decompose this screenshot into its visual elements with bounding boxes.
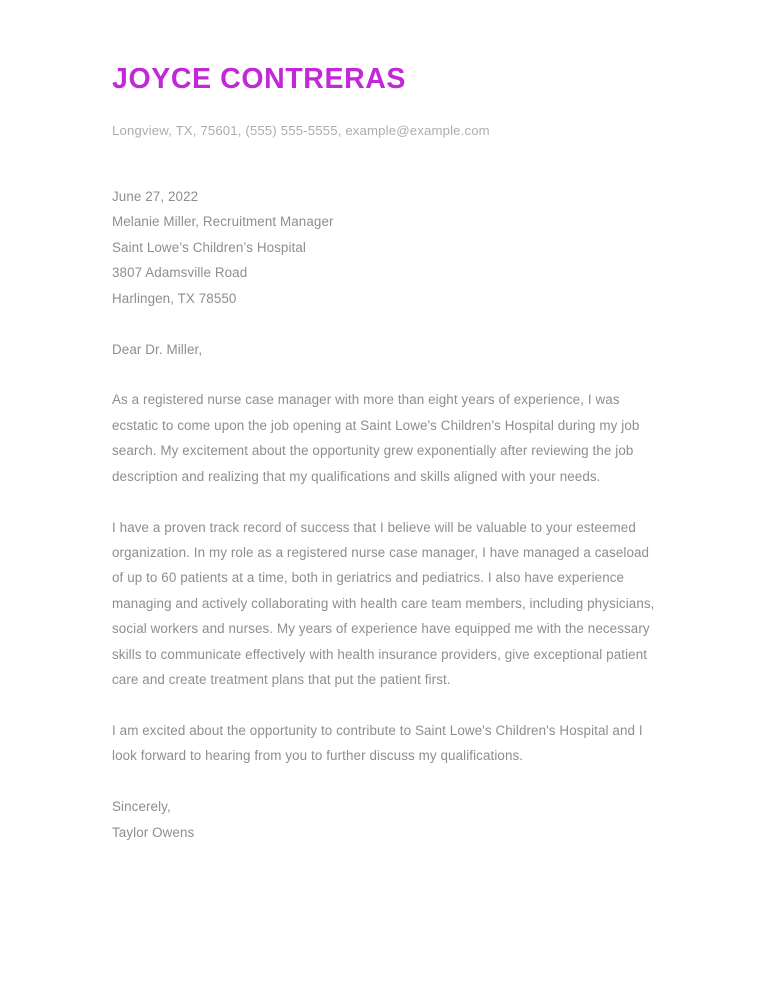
body-paragraph-2: I have a proven track record of success that I believe will be valuable to your esteemed organization. In my role as a registered nurse case manager, I have managed a caseload of up to 60 patients at a time, both in geriatrics and pediatrics. I also have experience managing and actively collaborating with health care team members, including physicians, social workers and nurses. My years of experience have equipped me with the necessary skills to communicate effectively with health insurance providers, give exceptional patient care and create treatment plans that put the patient first. bbox=[112, 519, 655, 687]
page-title: JOYCE CONTRERAS bbox=[112, 63, 407, 95]
signature-name: Taylor Owens bbox=[112, 824, 195, 840]
recipient-street: 3807 Adamsville Road bbox=[112, 265, 248, 281]
valediction: Sincerely, bbox=[112, 799, 171, 815]
letter-content bbox=[112, 62, 657, 845]
letter-date: June 27, 2022 bbox=[112, 189, 199, 204]
recipient-organization: Saint Lowe’s Children’s Hospital bbox=[112, 239, 306, 255]
recipient-name: Melanie Miller, Recruitment Manager bbox=[112, 214, 334, 230]
contact-info-line: Longview, TX, 75601, (555) 555-5555, example@example.com bbox=[112, 123, 490, 138]
closing-block bbox=[112, 769, 657, 845]
recipient-city-state-zip: Harlingen, TX 78550 bbox=[112, 290, 237, 306]
body-paragraph-1: As a registered nurse case manager with more than eight years of experience, I was ecstatic to come upon the job opening at Saint Lowe's Children's Hospital during my job search. My excitement about the opportunity grew exponentially after reviewing the job description and realizing that my qualifications and skills aligned with your needs. bbox=[112, 392, 640, 484]
recipient-address-block bbox=[112, 141, 657, 311]
body-paragraph-3: I am excited about the opportunity to contribute to Saint Lowe's Children's Hospital and I look forward to hearing from you to further discuss my qualifications. bbox=[112, 722, 643, 764]
salutation: Dear Dr. Miller, bbox=[112, 341, 203, 357]
